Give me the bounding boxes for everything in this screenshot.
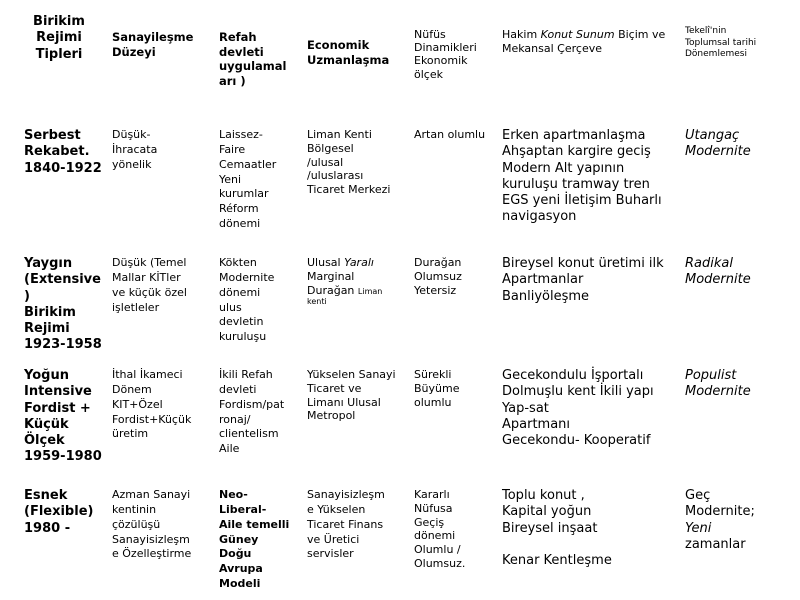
row2-economic-line1 [307, 256, 407, 270]
row3-economic-text: Yükselen Sanayi Ticaret ve Limanı Ulusal Metropol [307, 368, 396, 423]
row2-economic-line3-small: Liman [357, 286, 383, 296]
row3-welfare [219, 368, 304, 457]
row2-economic-line1-italic: Yaralı [344, 256, 374, 269]
header-periodization [685, 26, 795, 61]
header-industrialization-text: Sanayileşme Düzeyi [112, 30, 194, 59]
row4-period-line4: zamanlar [685, 536, 746, 552]
row1-period-text: Utangaç Modernite [685, 128, 751, 160]
row4-housing-text: Toplu konut , Kapital yoğun Bireysel inşaat Kenar Kentleşme [502, 488, 612, 568]
row1-welfare-text: Laissez- Faire Cemaatler Yeni kurumlar Réform dönemi [219, 128, 277, 231]
row1-housing-text: Erken apartmanlaşma Ahşaptan kargire geciş Modern Alt yapının kuruluşu tramway tren EGS yeni İletişim Buharlı navigasyon [502, 128, 662, 225]
row2-population [414, 256, 499, 297]
header-population-dynamics [414, 28, 494, 81]
row4-period [685, 488, 795, 553]
header-economic-specialization-text: Economik Uzmanlaşma [307, 38, 390, 67]
row1-industrialization-text: Düşük- İhracata yönelik [112, 128, 158, 171]
header-economic-specialization [307, 38, 407, 67]
row3-period [685, 368, 795, 401]
row2-economic-line3-main: Durağan [307, 283, 358, 297]
header-housing-form [502, 28, 677, 57]
header-housing-form-italic: Konut Sunum [540, 28, 619, 41]
row4-regime-text: Esnek (Flexible) 1980 - [24, 488, 94, 536]
row2-economic-line3 [307, 284, 407, 298]
row2-housing-text: Bireysel konut üretimi ilk Apartmanlar Banliyöleşme [502, 256, 664, 304]
row4-period-line1: Geç [685, 488, 711, 503]
row1-housing [502, 128, 682, 226]
row2-industrialization-text: Düşük (Temel Mallar KİTler ve küçük özel işletleler [112, 256, 187, 314]
header-periodization-text: Tekelî'nin Toplumsal tarihi Dönemlemesi [685, 26, 757, 60]
row1-population-text: Artan olumlu [414, 128, 486, 141]
row4-population [414, 488, 499, 571]
row3-economic [307, 368, 407, 423]
row4-regime [24, 488, 104, 537]
row4-housing [502, 488, 682, 569]
row3-housing-text: Gecekondulu İşportalı Dolmuşlu kent İkili yapı Yap-sat Apartmanı Gecekondu- Kooperatif [502, 368, 654, 448]
row1-welfare [219, 128, 299, 232]
row4-period-line3: Yeni [685, 520, 712, 536]
header-welfare-state [219, 30, 299, 89]
row1-regime-text: Serbest Rekabet. 1840-1922 [24, 128, 102, 176]
header-housing-form-pre: Hakim [502, 28, 541, 41]
row2-population-text: Durağan Olumsuz Yetersiz [414, 256, 462, 297]
row2-economic-line2: Marginal [307, 269, 355, 283]
row2-housing [502, 256, 682, 305]
row2-welfare-text: Kökten Modernite dönemi ulus devletin kuruluşu [219, 256, 275, 344]
row3-regime [24, 368, 104, 466]
header-industrialization [112, 30, 212, 59]
row4-economic-text: Sanayisizleşm e Yükselen Ticaret Finans ve Üretici servisler [307, 488, 385, 561]
row1-economic [307, 128, 407, 197]
row3-housing [502, 368, 682, 449]
row2-welfare [219, 256, 299, 345]
row2-period-text: Radikal Modernite [685, 256, 751, 288]
row4-population-text: Kararlı Nüfusa Geçiş dönemi Olumlu / Olumsuz. [414, 488, 466, 570]
row1-population [414, 128, 499, 142]
row4-welfare-text: Neo- Liberal- Aile temelli Güney Doğu Avrupa Modeli [219, 488, 290, 591]
row2-period [685, 256, 795, 289]
row3-population-text: Sürekli Büyüme olumlu [414, 368, 460, 409]
row4-industrialization [112, 488, 212, 562]
row1-period [685, 128, 795, 161]
row4-period-line2: Modernite; [685, 504, 755, 520]
header-population-dynamics-text: Nüfüs Dinamikleri Ekonomik ölçek [414, 28, 477, 81]
row4-industrialization-text: Azman Sanayi kentinin çözülüşü Sanayisizleşm e Özelleştirme [112, 488, 192, 561]
row1-industrialization [112, 128, 212, 173]
row2-regime [24, 256, 104, 354]
header-welfare-state-text: Refah devleti uygulamal arı ) [219, 30, 287, 89]
row3-welfare-text: İkili Refah devleti Fordism/pat ronaj/ clientelism Aile [219, 368, 285, 456]
row2-economic-line4: kenti [307, 297, 327, 307]
row1-regime [24, 128, 104, 177]
row3-regime-text: Yoğun Intensive Fordist + Küçük Ölçek 1959-1980 [24, 368, 102, 465]
row2-economic [307, 256, 407, 307]
row2-industrialization [112, 256, 212, 315]
row3-period-text: Populist Modernite [685, 368, 751, 400]
row3-industrialization-text: İthal İkameci Dönem KIT+Özel Fordist+Küçük üretim [112, 368, 192, 441]
row2-regime-text: Yaygın (Extensive ) Birikim Rejimi 1923-1958 [24, 256, 102, 353]
row3-industrialization [112, 368, 212, 442]
row4-economic [307, 488, 407, 562]
header-regime-types-text: Birikim Rejimi Tipleri [33, 14, 85, 62]
row1-economic-text: Liman Kenti Bölgesel /ulusal /uluslarası Ticaret Merkezi [307, 128, 391, 196]
row2-economic-line1-pre: Ulusal [307, 256, 345, 269]
row4-welfare [219, 488, 304, 592]
row3-population [414, 368, 499, 409]
header-regime-types [24, 14, 94, 63]
header-housing-form-post: Biçim ve Mekansal Çerçeve [502, 28, 666, 56]
